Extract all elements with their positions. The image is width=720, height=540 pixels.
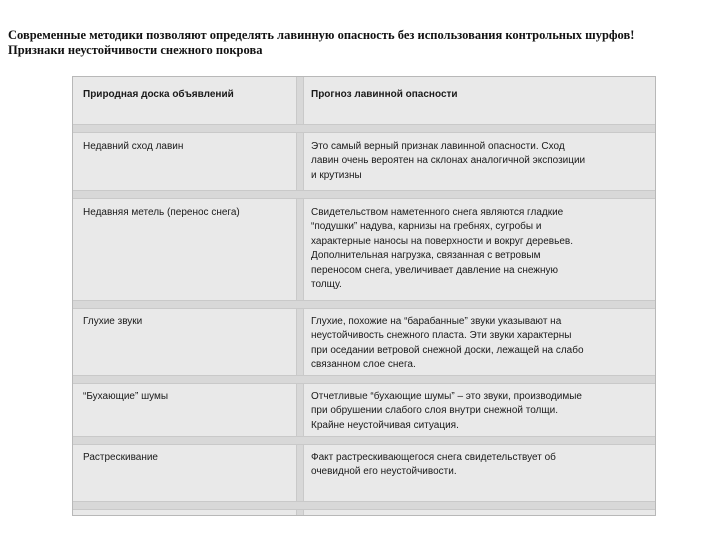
page-title [8,28,634,58]
header-forecast-column: Прогноз лавинной опасности [311,89,458,100]
table-header-row [73,77,655,124]
row-divider [73,124,655,133]
forecast-line: неустойчивость снежного пласта. Эти звуки характерны [311,330,572,342]
forecast-line: и крутизны [311,169,362,181]
table-row [73,384,655,436]
forecast-cell [311,315,646,373]
forecast-line: Крайне неустойчивая ситуация. [311,419,459,431]
row-divider [73,436,655,445]
sign-cell: Недавняя метель (перенос снега) [83,207,240,218]
avalanche-signs-table [72,76,656,516]
forecast-line: переносом снега, увеличивает давление на снежную [311,264,559,276]
forecast-line: Дополнительная нагрузка, связанная с ветровым [311,250,541,262]
table-row [73,133,655,190]
table-row [73,309,655,375]
forecast-line: “подушки” надува, карнизы на гребнях, сугробы и [311,221,542,233]
sign-cell: Недавний сход лавин [83,141,184,152]
forecast-line: связанном слое снега. [311,359,416,371]
forecast-cell [311,206,646,292]
forecast-cell [311,140,646,183]
table-row [73,445,655,501]
sign-cell: Глухие звуки [83,316,143,327]
forecast-line: Факт растрескивающегося снега свидетельствует об [311,452,556,463]
title-line: Современные методики позволяют определять лавинную опасность без использования контрольных шурфов! [8,28,635,42]
sign-cell: “Бухающие” шумы [83,391,169,402]
forecast-line: Это самый верный признак лавинной опасности. Сход [311,141,565,152]
forecast-line: Отчетливые “бухающие шумы” – это звуки, производимые [311,391,582,402]
forecast-line: характерные наносы на поверхности и вокруг деревьев. [311,235,573,247]
forecast-line: очевидной его неустойчивости. [311,466,457,478]
row-divider [73,501,655,510]
row-divider [73,375,655,384]
header-sign-column: Природная доска объявлений [83,89,234,100]
forecast-line: лавин очень вероятен на склонах аналогичной экспозиции [311,155,586,167]
subtitle-line: Признаки неустойчивости снежного покрова [8,43,263,57]
forecast-line: Глухие, похожие на “барабанные” звуки указывают на [311,316,562,327]
row-divider [73,300,655,309]
forecast-line: толщу. [311,279,342,291]
row-divider [73,190,655,199]
table-row [73,199,655,300]
forecast-cell [311,390,646,433]
forecast-line: Свидетельством наметенного снега являются гладкие [311,207,564,218]
forecast-line: при оседании ветровой снежной доски, лежащей на слабо [311,344,584,356]
forecast-cell [311,451,646,480]
sign-cell: Растрескивание [83,452,158,463]
forecast-line: при обрушении слабого слоя внутри снежной толщи. [311,405,558,417]
